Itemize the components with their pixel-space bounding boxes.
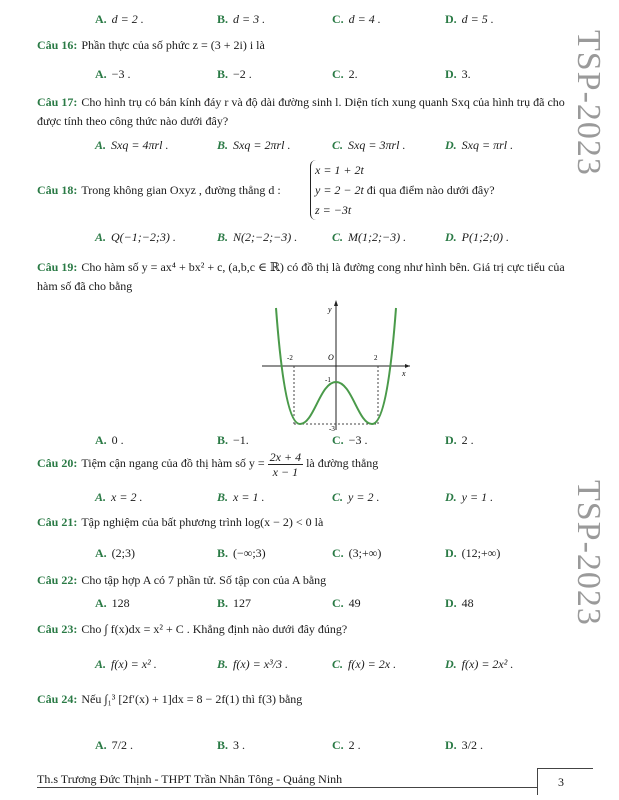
q19-option-b: B. −1. bbox=[217, 433, 249, 447]
q22-option-a: A. 128 bbox=[95, 596, 130, 610]
page-number-box bbox=[537, 768, 593, 795]
q16-option-a: A. −3 . bbox=[95, 67, 131, 81]
q21-option-b: B. (−∞;3) bbox=[217, 546, 266, 560]
q22-option-b: B. 127 bbox=[217, 596, 252, 610]
q23-stem: Câu 23: Cho ∫ f(x)dx = x² + C . Khẳng định nào dưới đây đúng? bbox=[37, 622, 348, 636]
tick-label-neg2: -2 bbox=[287, 354, 293, 362]
q23-option-b: B. f(x) = x³/3 . bbox=[217, 657, 289, 671]
q18-option-d: D. P(1;2;0) . bbox=[445, 230, 509, 244]
q21-option-a: A. (2;3) bbox=[95, 546, 135, 560]
q15-option-d: D. d = 5 . bbox=[445, 12, 494, 26]
q23-option-d: D. f(x) = 2x² . bbox=[445, 657, 514, 671]
q16-stem: Câu 16: Phần thực của số phức z = (3 + 2i) i là bbox=[37, 38, 265, 52]
q18-stem: Câu 18: Trong không gian Oxyz , đường thẳng d : đi qua điểm nào dưới đây? bbox=[37, 183, 495, 197]
q19-option-a: A. 0 . bbox=[95, 433, 124, 447]
q21-options bbox=[37, 546, 557, 564]
y-axis-label: y bbox=[328, 305, 332, 314]
q20-option-a: A. x = 2 . bbox=[95, 490, 143, 504]
q21-stem: Câu 21: Tập nghiệm của bất phương trình log(x − 2) < 0 là bbox=[37, 515, 324, 529]
q17-option-d: D. Sxq = πrl . bbox=[445, 138, 514, 152]
q18-option-a: A. Q(−1;−2;3) . bbox=[95, 230, 176, 244]
q22-options bbox=[37, 596, 557, 614]
q18-option-c: C. M(1;2;−3) . bbox=[332, 230, 407, 244]
q19-stem: Câu 19: Cho hàm số y = ax⁴ + bx² + c, (a,b,c ∈ ℝ) có đồ thị là đường cong như hình bên. Giá trị cực tiểu của hàm số đã cho bằng bbox=[37, 260, 565, 293]
q20-option-b: B. x = 1 . bbox=[217, 490, 265, 504]
q24-stem: Câu 24: Nếu ∫₁³ [2f′(x) + 1]dx = 8 − 2f(1) thì f(3) bằng bbox=[37, 692, 303, 706]
x-axis-arrow bbox=[405, 364, 410, 368]
q22-stem: Câu 22: Cho tập hợp A có 7 phần tử. Số tập con của A bằng bbox=[37, 573, 327, 587]
q20-option-c: C. y = 2 . bbox=[332, 490, 380, 504]
q22-option-d: D. 48 bbox=[445, 596, 474, 610]
q16-option-d: D. 3. bbox=[445, 67, 471, 81]
tick-label-2: 2 bbox=[374, 354, 378, 362]
q16-option-c: C. 2. bbox=[332, 67, 358, 81]
q24-option-c: C. 2 . bbox=[332, 738, 361, 752]
watermark-bottom: TSP-2023 bbox=[570, 480, 607, 626]
tick-label-neg3: -3 bbox=[329, 425, 335, 433]
q15-options bbox=[37, 12, 557, 30]
q22-option-c: C. 49 bbox=[332, 596, 361, 610]
y-axis-arrow bbox=[334, 300, 338, 306]
q16-option-b: B. −2 . bbox=[217, 67, 252, 81]
q18-option-b: B. N(2;−2;−3) . bbox=[217, 230, 298, 244]
q23-options bbox=[37, 657, 557, 675]
q15-option-b: B. d = 3 . bbox=[217, 12, 266, 26]
q20-stem: Câu 20: Tiệm cận ngang của đồ thị hàm số y = $\frac{2x + 4}{x - 1}$ là đường thẳng bbox=[37, 449, 379, 479]
q19-option-d: D. 2 . bbox=[445, 433, 474, 447]
q23-option-c: C. f(x) = 2x . bbox=[332, 657, 397, 671]
origin-label: O bbox=[328, 353, 334, 362]
q16-options bbox=[37, 67, 557, 85]
q24-option-b: B. 3 . bbox=[217, 738, 246, 752]
q20-options bbox=[37, 490, 557, 508]
q17-stem: Câu 17: Cho hình trụ có bán kính đáy r và độ dài đường sinh l. Diện tích xung quanh Sxq của hình trụ đã cho được tính theo công thức nào dưới đây? bbox=[37, 95, 565, 128]
q18-options bbox=[37, 230, 557, 248]
q20-option-d: D. y = 1 . bbox=[445, 490, 494, 504]
tick-label-neg1: -1 bbox=[325, 376, 331, 384]
q17-option-a: A. Sxq = 4πrl . bbox=[95, 138, 169, 152]
q24-options bbox=[37, 738, 557, 756]
watermark-top: TSP-2023 bbox=[570, 30, 607, 176]
q19-option-c: C. −3 . bbox=[332, 433, 368, 447]
q17-options bbox=[37, 138, 557, 156]
q15-option-c: C. d = 4 . bbox=[332, 12, 381, 26]
q15-option-a: A. d = 2 . bbox=[95, 12, 144, 26]
footer-rule bbox=[37, 787, 537, 788]
page-number: 3 bbox=[558, 775, 564, 789]
x-axis-label: x bbox=[402, 369, 406, 378]
q23-option-a: A. f(x) = x² . bbox=[95, 657, 157, 671]
footer-author: Th.s Trương Đức Thịnh - THPT Trần Nhân Tông - Quảng Ninh bbox=[37, 772, 343, 786]
q17-option-b: B. Sxq = 2πrl . bbox=[217, 138, 291, 152]
q21-option-c: C. (3;+∞) bbox=[332, 546, 382, 560]
q19-graph bbox=[262, 298, 412, 433]
q20-fraction: $\frac{2x + 4}{x - 1}$ bbox=[269, 449, 302, 479]
q24-option-d: D. 3/2 . bbox=[445, 738, 484, 752]
q18-line-system: x = 1 + 2t y = 2 − 2t z = −3t bbox=[310, 160, 364, 220]
q24-option-a: A. 7/2 . bbox=[95, 738, 134, 752]
q17-option-c: C. Sxq = 3πrl . bbox=[332, 138, 406, 152]
q21-option-d: D. (12;+∞) bbox=[445, 546, 501, 560]
